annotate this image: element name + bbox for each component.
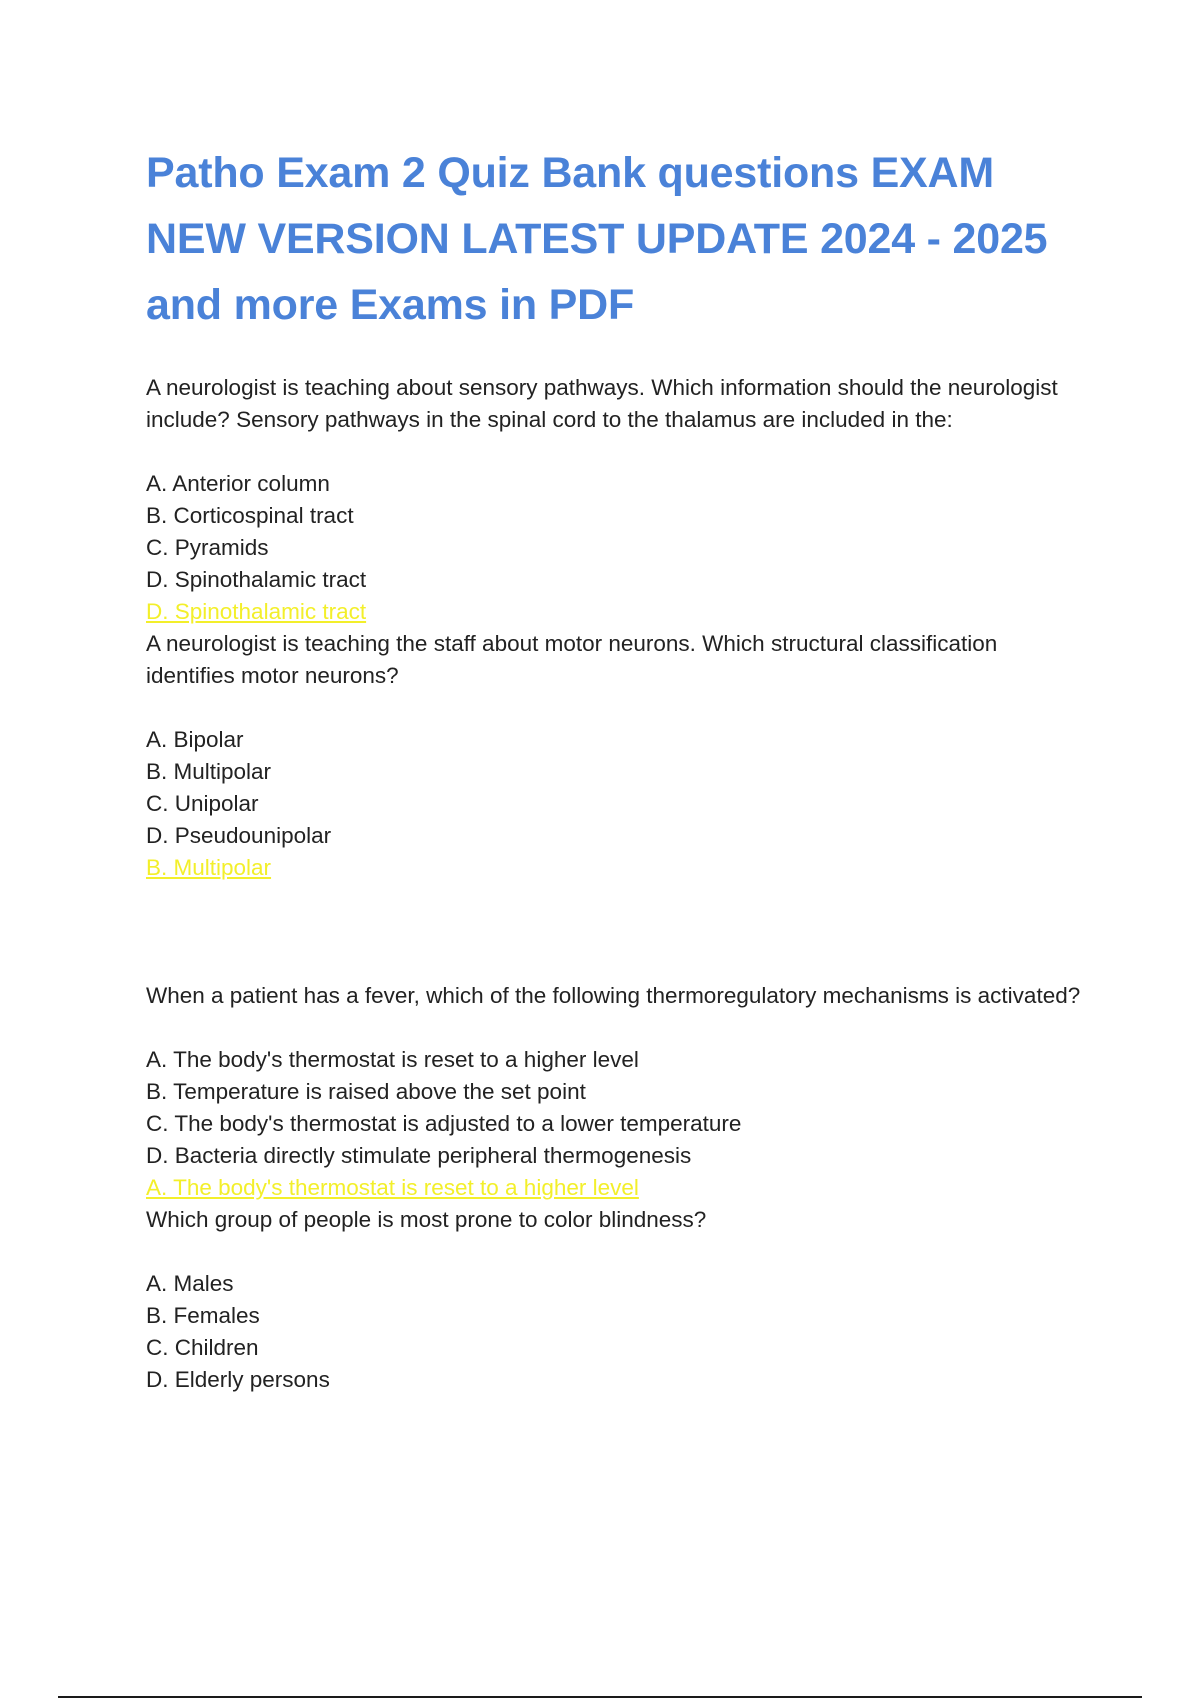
option-item: C. The body's thermostat is adjusted to a lower temperature xyxy=(146,1111,742,1136)
option-item: A. The body's thermostat is reset to a higher level xyxy=(146,1047,639,1072)
option-list xyxy=(146,1268,1086,1396)
option-item: C. Unipolar xyxy=(146,791,259,816)
option-item: D. Pseudounipolar xyxy=(146,823,332,848)
question-block xyxy=(146,628,1086,884)
question-text: When a patient has a fever, which of the following thermoregulatory mechanisms is activated? xyxy=(146,983,1081,1008)
option-list xyxy=(146,468,1086,596)
option-item: A. Males xyxy=(146,1271,234,1296)
answer-highlight: A. The body's thermostat is reset to a higher level xyxy=(146,1175,639,1200)
answer-highlight: D. Spinothalamic tract xyxy=(146,599,367,624)
option-item: A. Anterior column xyxy=(146,471,330,496)
answer-highlight: B. Multipolar xyxy=(146,855,272,880)
option-item: C. Children xyxy=(146,1335,259,1360)
option-item: B. Multipolar xyxy=(146,759,272,784)
page-bottom-divider xyxy=(58,1696,1142,1698)
question-block xyxy=(146,980,1086,1204)
option-item: B. Females xyxy=(146,1303,260,1328)
option-item: B. Corticospinal tract xyxy=(146,503,354,528)
question-text: A neurologist is teaching about sensory pathways. Which information should the neurologist include? Sensory pathways in the spinal cord to the thalamus are included in the: xyxy=(146,375,1058,432)
question-text: A neurologist is teaching the staff about motor neurons. Which structural classification identifies motor neurons? xyxy=(146,631,998,688)
document-page xyxy=(146,140,1086,1396)
option-item: D. Bacteria directly stimulate peripheral thermogenesis xyxy=(146,1143,692,1168)
option-item: D. Spinothalamic tract xyxy=(146,567,367,592)
option-list xyxy=(146,724,1086,852)
question-text: Which group of people is most prone to color blindness? xyxy=(146,1207,707,1232)
option-item: B. Temperature is raised above the set point xyxy=(146,1079,586,1104)
question-block xyxy=(146,1204,1086,1396)
question-block xyxy=(146,372,1086,628)
option-item: A. Bipolar xyxy=(146,727,244,752)
option-list xyxy=(146,1044,1086,1172)
option-item: D. Elderly persons xyxy=(146,1367,330,1392)
document-title: Patho Exam 2 Quiz Bank questions EXAM NEW VERSION LATEST UPDATE 2024 - 2025 and more Exams in PDF xyxy=(146,149,1048,329)
option-item: C. Pyramids xyxy=(146,535,269,560)
